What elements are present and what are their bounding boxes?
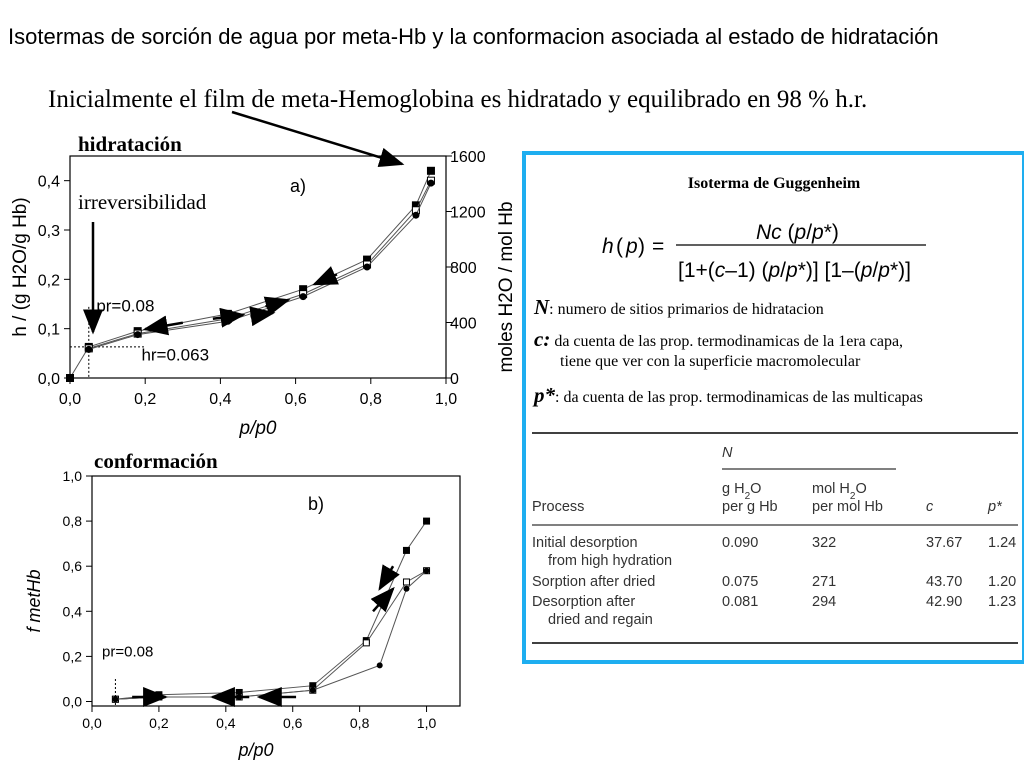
chart-b-point: [403, 586, 409, 592]
svg-text:0.075: 0.075: [722, 574, 759, 590]
svg-text:[1+(c–1) (p/p*)] [1–(p/p*)]: [1+(c–1) (p/p*)] [1–(p/p*)]: [678, 259, 911, 282]
chart-a-ytick-right-label: 0: [450, 371, 459, 388]
chart-b-ytick-label: 1,0: [62, 468, 82, 484]
chart-b-point: [403, 547, 409, 553]
def-N-symbol: N: [534, 295, 550, 319]
svg-text:from high hydration: from high hydration: [548, 553, 673, 569]
chart-a-ytick-right-label: 400: [450, 315, 477, 333]
chart-a-point: [427, 180, 434, 187]
th-process: Process: [532, 499, 585, 515]
chart-a-ylabel-right: moles H2O / mol Hb: [496, 201, 517, 373]
chart-a-ytick-right-label: 800: [450, 260, 477, 277]
chart-b-series-line: [115, 521, 426, 699]
def-c-text: da cuenta de las prop. termodinamicas de la 1era capa,: [554, 333, 904, 350]
chart-a-xtick-label: 0,2: [134, 391, 157, 408]
chart-a-ytick-right-label: 1200: [450, 204, 486, 222]
chart-a-panel-label: a): [290, 176, 307, 196]
label-hidratacion: hidratación: [78, 132, 182, 156]
chart-a-xtick-label: 0,0: [58, 391, 82, 408]
def-pstar-symbol: p*: [534, 383, 555, 407]
svg-text:294: 294: [812, 594, 837, 610]
chart-a-ytick-label: 0,4: [37, 173, 60, 191]
chart-b-point: [377, 662, 383, 668]
chart-b-series-line: [115, 571, 426, 700]
svg-text:1.20: 1.20: [988, 574, 1017, 590]
chart-b-annotation-pr: pr=0.08: [102, 643, 154, 661]
chart-a-ytick-right-label: 1600: [450, 149, 486, 166]
chart-b-point: [424, 518, 430, 524]
slide-title: Isotermas de sorción de agua por meta-Hb y la conformacion asociada al estado de hidratación: [8, 24, 939, 49]
svg-text:322: 322: [812, 535, 837, 551]
table-row: [532, 535, 1016, 569]
svg-text:43.70: 43.70: [926, 574, 963, 590]
chart-a-series-line: [89, 181, 431, 349]
th-N: N: [722, 445, 733, 461]
chart-b-xtick-label: 1,0: [416, 715, 437, 731]
chart-b-ytick-label: 0,6: [62, 558, 82, 575]
chart-a-point: [67, 375, 74, 382]
chart-a-ylabel: h / (g H2O/g Hb): [10, 197, 31, 337]
chart-b-xtick-label: 0,4: [216, 715, 236, 731]
chart-a-ytick-label: 0,1: [37, 321, 60, 339]
chart-b-ytick-label: 0,4: [62, 603, 82, 620]
guggenheim-heading: Isoterma de Guggenheim: [687, 175, 861, 192]
chart-a-direction-arrow: [145, 323, 183, 329]
svg-text:(: (: [616, 235, 623, 258]
chart-b-conformation: [0, 462, 470, 768]
th-g-1: g $H_2O$: [722, 481, 762, 502]
chart-b-xtick-label: 0,2: [149, 715, 169, 731]
th-c: c: [926, 499, 934, 515]
chart-b-xtick-label: 0,6: [282, 715, 303, 731]
svg-text:0.090: 0.090: [722, 535, 759, 551]
table-row: [532, 594, 1016, 628]
chart-a-point: [85, 346, 92, 353]
chart-b-point: [424, 568, 430, 574]
svg-text:Nc (p/p*): Nc (p/p*): [756, 221, 839, 244]
chart-b-point: [363, 640, 369, 646]
chart-a-annotation-hr: hr=0.063: [141, 345, 210, 365]
svg-text:=: =: [652, 235, 665, 258]
svg-text:1.24: 1.24: [988, 535, 1017, 551]
chart-b-series-line: [115, 571, 426, 700]
chart-b-xtick-label: 0,0: [82, 715, 102, 731]
def-N-text: numero de sitios primarios de hidratacion: [557, 301, 824, 318]
chart-a-series-line: [70, 171, 431, 378]
svg-text:271: 271: [812, 574, 837, 590]
chart-b-ylabel: f metHb: [24, 569, 44, 633]
chart-a-ytick-label: 0,2: [37, 272, 60, 290]
chart-b-panel-label: b): [308, 494, 325, 514]
label-conformacion: conformación: [94, 449, 218, 473]
chart-b-point: [112, 696, 118, 702]
param-table: [526, 155, 1022, 660]
chart-a-xtick-label: 0,4: [209, 391, 232, 408]
chart-a-frame: [70, 156, 446, 378]
chart-a-ytick-label: 0,3: [37, 223, 60, 240]
svg-text:1.23: 1.23: [988, 594, 1017, 610]
chart-b-point: [310, 687, 316, 693]
svg-text:): ): [638, 235, 645, 258]
chart-a-direction-arrow: [250, 313, 273, 316]
chart-a-point: [134, 331, 141, 338]
chart-a-xtick-label: 1,0: [434, 391, 458, 408]
chart-b-ytick-label: 0,8: [62, 513, 82, 530]
chart-a-point: [300, 293, 307, 300]
chart-a-point: [364, 264, 371, 271]
chart-b-direction-arrow: [373, 589, 393, 612]
chart-b-plot: [24, 468, 460, 760]
th-p: p*: [988, 499, 1002, 515]
chart-a-plot: [10, 149, 517, 439]
chart-a-point: [412, 212, 419, 219]
chart-a-xtick-label: 0,6: [284, 391, 307, 408]
svg-text:Initial desorption: Initial desorption: [532, 535, 638, 551]
svg-text:42.90: 42.90: [926, 594, 963, 610]
svg-text:p: p: [626, 235, 638, 258]
def-c-text-2: tiene que ver con la superficie macromolecular: [560, 353, 861, 370]
label-irreversibilidad: irreversibilidad: [78, 190, 207, 214]
svg-text:dried and regain: dried and regain: [548, 612, 653, 628]
th-mol-1: mol $H_2O$: [812, 481, 867, 502]
def-pstar-colon: :: [555, 389, 560, 406]
chart-a-annotation-pr: pr=0.08: [96, 296, 155, 316]
def-pstar-text: da cuenta de las prop. termodinamicas de las multicapas: [563, 389, 923, 406]
chart-b-xtick-label: 0,8: [349, 715, 370, 731]
def-N-colon: :: [549, 301, 554, 318]
chart-a-sorption-isotherm: [0, 140, 520, 450]
guggenheim-box: [522, 151, 1024, 664]
def-c-symbol: c:: [534, 327, 551, 351]
svg-text:37.67: 37.67: [926, 535, 963, 551]
chart-a-point: [427, 167, 434, 174]
svg-text:Desorption after: Desorption after: [532, 594, 636, 610]
chart-a-series-line: [89, 183, 431, 349]
chart-a-xtick-label: 0,8: [359, 391, 382, 408]
chart-b-point: [403, 579, 409, 585]
chart-b-ytick-label: 0,0: [62, 693, 82, 710]
th-mol-2: per mol Hb: [812, 499, 883, 515]
svg-text:0.081: 0.081: [722, 594, 759, 610]
svg-text:Sorption after dried: Sorption after dried: [532, 574, 656, 590]
chart-a-point: [224, 318, 231, 325]
svg-text:h: h: [602, 235, 614, 258]
chart-a-xlabel: p/p0: [239, 418, 277, 439]
chart-a-ytick-label: 0,0: [37, 371, 60, 388]
table-row: [532, 574, 1016, 590]
chart-b-xlabel: p/p0: [238, 740, 274, 760]
th-g-2: per g Hb: [722, 499, 778, 515]
slide-subtitle: Inicialmente el film de meta-Hemoglobina es hidratado y equilibrado en 98 % h.r.: [48, 86, 868, 113]
chart-b-ytick-label: 0,2: [62, 648, 82, 665]
